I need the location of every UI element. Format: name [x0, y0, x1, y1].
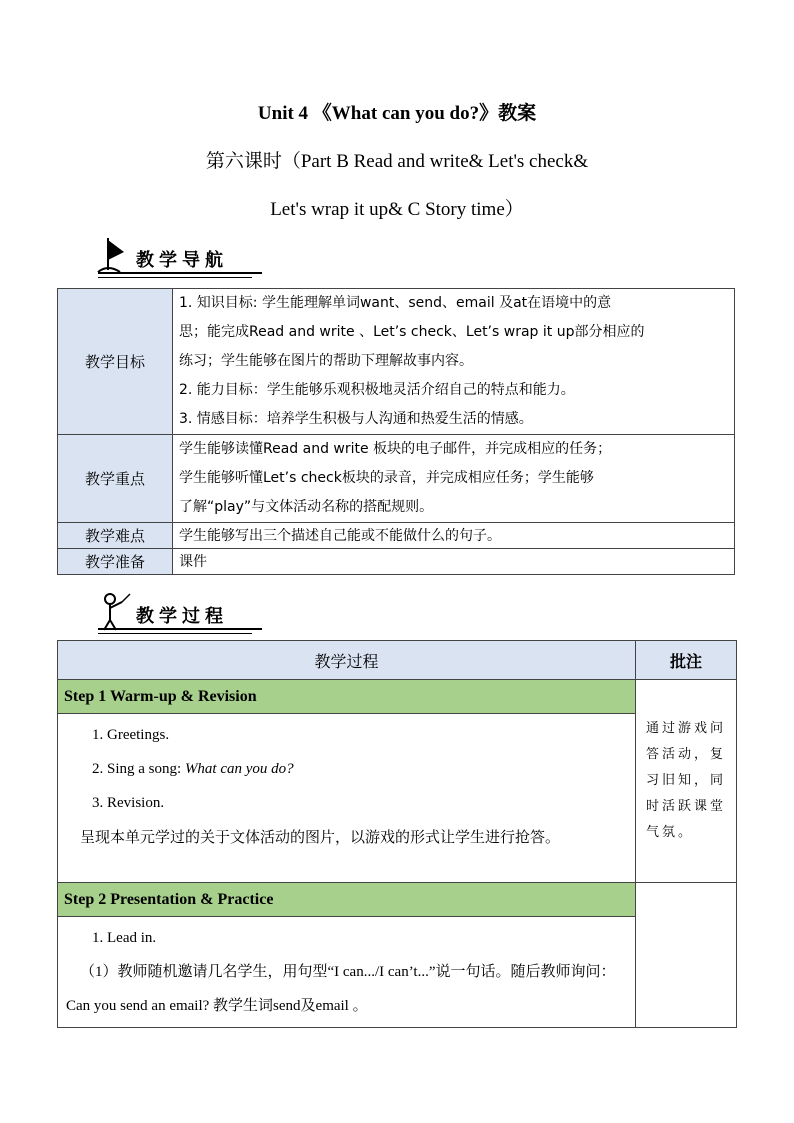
note-header: 批注	[636, 641, 737, 680]
step2-content	[58, 917, 636, 1028]
text-line: 练习；学生能够在图片的帮助下理解故事内容。	[179, 353, 473, 369]
step2-note	[636, 883, 737, 1028]
step1-content	[58, 714, 636, 883]
table-row	[58, 435, 735, 523]
table-row	[58, 680, 737, 714]
document-subtitle-line1: 第六课时（Part B Read and write& Let's check&	[205, 151, 589, 172]
document-subtitle-line2: Let's wrap it up& C Story time）	[270, 199, 524, 220]
preparation-content	[173, 549, 735, 575]
table-row	[58, 289, 735, 435]
table-row	[58, 883, 737, 917]
teaching-process-table	[57, 640, 737, 1028]
process-banner-label: 教学过程	[136, 606, 228, 627]
list-item: 1. Lead in.	[92, 930, 157, 946]
goal-content	[173, 289, 735, 435]
paragraph: （1）教师随机邀请几名学生，用句型“I can.../I can’t...”说一句话。随后教师询问：Can you send an email? 教学生词send及email 。	[66, 964, 616, 1014]
text-line: 1. 知识目标: 学生能理解单词want、send、email 及at在语境中的意	[179, 295, 612, 311]
process-banner	[92, 590, 262, 636]
difficulty-content	[173, 523, 735, 549]
keypoint-label: 教学重点	[58, 435, 173, 523]
table-row	[58, 549, 735, 575]
list-item	[66, 752, 629, 786]
teaching-guide-table	[57, 288, 735, 575]
text-line: 学生能够写出三个描述自己能或不能做什么的句子。	[179, 527, 501, 544]
step2-title: Step 2 Presentation & Practice	[58, 883, 636, 917]
song-title: What can you do?	[184, 761, 294, 777]
list-item: 3. Revision.	[92, 795, 165, 811]
table-header-row	[58, 641, 737, 680]
text-line: 了解“play”与文体活动名称的搭配规则。	[179, 499, 434, 515]
goal-label: 教学目标	[58, 289, 173, 435]
text-line: 思；能完成Read and write 、Let’s check、Let’s wrap it up部分相应的	[179, 324, 645, 340]
difficulty-label: 教学难点	[58, 523, 173, 549]
preparation-label: 教学准备	[58, 549, 173, 575]
table-row	[58, 523, 735, 549]
guide-banner-label: 教学导航	[136, 250, 228, 271]
text-line: 学生能够读懂Read and write 板块的电子邮件，并完成相应的任务；	[179, 441, 612, 457]
text-line: 课件	[179, 553, 207, 570]
text-line: 学生能够听懂Let’s check板块的录音，并完成相应任务；学生能够	[179, 470, 594, 486]
song-prefix: 2. Sing a song:	[92, 761, 185, 777]
step1-note: 通过游戏问答活动，复习旧知，同时活跃课堂气氛。	[636, 680, 737, 883]
text-line: 2. 能力目标：学生能够乐观积极地灵活介绍自己的特点和能力。	[179, 382, 575, 398]
guide-banner	[92, 234, 262, 280]
text-line: 3. 情感目标：培养学生积极与人沟通和热爱生活的情感。	[179, 411, 533, 427]
document-title: Unit 4 《What can you do?》教案	[257, 103, 537, 124]
keypoint-content	[173, 435, 735, 523]
table-row	[58, 917, 737, 1028]
list-item: 1. Greetings.	[92, 727, 170, 743]
table-row	[58, 714, 737, 883]
step1-title: Step 1 Warm-up & Revision	[58, 680, 636, 714]
process-header: 教学过程	[58, 641, 636, 680]
paragraph: 呈现本单元学过的关于文体活动的图片，以游戏的形式让学生进行抢答。	[80, 828, 561, 846]
